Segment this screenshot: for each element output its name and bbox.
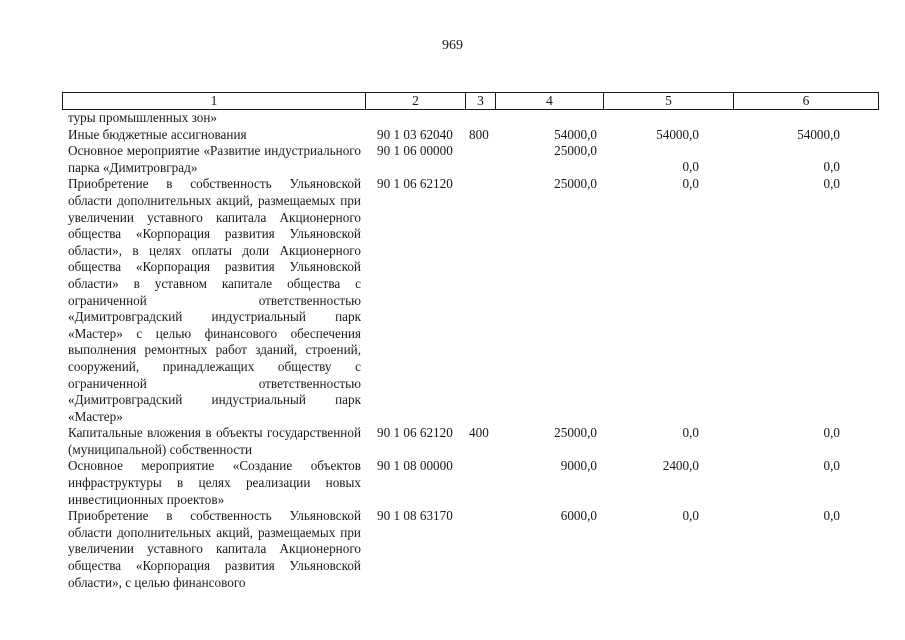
row-value-3: 54000,0	[797, 126, 840, 142]
column-header-1: 1	[63, 93, 366, 110]
row-name: Капитальные вложения в объекты государственной (муниципальной) собственности	[68, 425, 361, 457]
row-value-2	[603, 110, 733, 127]
row-value-2: 0,0	[682, 176, 699, 192]
row-value-1: 25000,0	[554, 143, 597, 159]
row-value-1	[495, 110, 603, 127]
column-header-table	[62, 92, 879, 110]
row-value-1: 9000,0	[560, 458, 597, 474]
column-header-row	[63, 93, 879, 110]
row-value-3: 0,0	[823, 425, 840, 441]
row-value-3	[733, 110, 878, 127]
row-name: Приобретение в собственность Ульяновской области дополнительных акций, размещаемых при увеличении уставного капитала Акционерного общества «Корпорация развития Ульяновской области», в целях оплаты доли Акционерного общества «Корпорация развития Ульяновской области» в уставном капитале общества с ограниченной ответственностью «Димитровградский индустриальный парк «Мастер» с целью финансового обеспечения выполнения ремонтных работ зданий, строений, сооружений, принадлежащих обществу с ограниченной ответственностью «Димитровградский индустриальный парк «Мастер»	[68, 176, 361, 424]
row-value-2: 0,0	[682, 508, 699, 524]
column-header-2: 2	[366, 93, 466, 110]
table-row	[62, 508, 878, 591]
row-type	[465, 458, 495, 508]
table-row	[62, 143, 878, 176]
row-type	[465, 508, 495, 591]
row-name: Основное мероприятие «Создание объектов инфраструктуры в целях реализации новых инвестиционных проектов»	[68, 458, 361, 507]
column-header-5: 5	[604, 93, 734, 110]
row-value-1: 54000,0	[554, 126, 597, 142]
table-row	[62, 110, 878, 127]
row-code: 90 1 03 62040	[377, 126, 453, 142]
table-row	[62, 425, 878, 458]
column-header-6: 6	[734, 93, 879, 110]
row-value-2: 2400,0	[662, 458, 699, 474]
row-code	[365, 110, 465, 127]
row-value-3: 0,0	[823, 458, 840, 474]
row-code: 90 1 06 62120	[377, 425, 453, 441]
row-type	[465, 143, 495, 176]
row-name: Приобретение в собственность Ульяновской области дополнительных акций, размещаемых при увеличении уставного капитала Акционерного общества «Корпорация развития Ульяновской области», с целью финансового	[68, 508, 361, 590]
row-value-3: 0,0	[823, 159, 840, 175]
row-code: 90 1 06 00000	[377, 143, 453, 159]
row-value-3: 0,0	[823, 508, 840, 524]
budget-table	[62, 110, 878, 591]
column-header-3: 3	[466, 93, 496, 110]
table-row	[62, 176, 878, 425]
row-value-1: 25000,0	[554, 176, 597, 192]
row-value-2: 0,0	[682, 425, 699, 441]
page-number: 969	[442, 38, 463, 53]
row-value-3: 0,0	[823, 176, 840, 192]
row-code: 90 1 08 00000	[377, 458, 453, 474]
row-type: 400	[469, 425, 489, 441]
row-value-2: 54000,0	[656, 126, 699, 142]
row-value-2: 0,0	[682, 159, 699, 175]
row-type: 800	[469, 126, 489, 142]
table-row	[62, 458, 878, 508]
row-type	[465, 176, 495, 425]
table-row	[62, 127, 878, 144]
row-name: Основное мероприятие «Развитие индустриального парка «Димитровград»	[68, 143, 361, 175]
column-header-4: 4	[496, 93, 604, 110]
row-value-1: 6000,0	[560, 508, 597, 524]
row-value-1: 25000,0	[554, 425, 597, 441]
row-code: 90 1 08 63170	[377, 508, 453, 524]
row-code: 90 1 06 62120	[377, 176, 453, 192]
row-name: туры промышленных зон»	[68, 110, 217, 125]
row-type	[465, 110, 495, 127]
row-name: Иные бюджетные ассигнования	[68, 126, 247, 142]
